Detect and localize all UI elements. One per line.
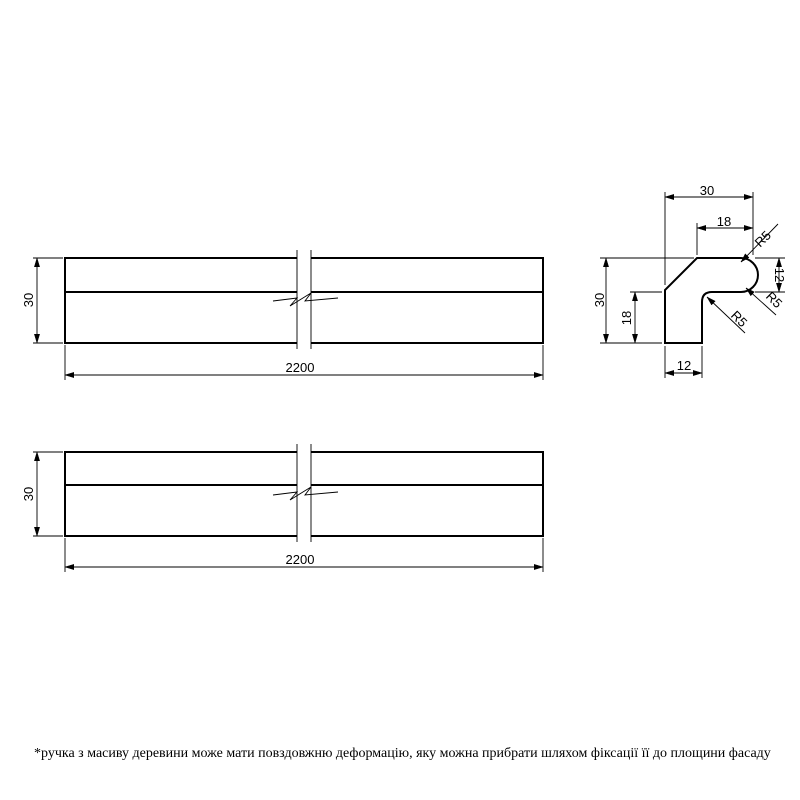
radius-label-top: R5 (751, 227, 774, 250)
profile-tip-height-label: 12 (772, 267, 787, 283)
front-view-2 (21, 444, 543, 572)
profile-width-label: 30 (699, 183, 715, 198)
profile-view (592, 183, 787, 378)
profile-thickness-label: 12 (676, 358, 692, 373)
length-label: 2200 (285, 360, 315, 375)
front-view-1 (21, 250, 543, 380)
height-label: 30 (21, 292, 36, 308)
footnote: *ручка з масиву деревини може мати повздовжню деформацію, яку можна прибрати шляхом фіксації її до площини фасаду (34, 746, 771, 761)
radius-label-right: R5 (763, 288, 786, 311)
profile-inner-width-label: 18 (716, 214, 732, 229)
profile-outline (665, 258, 758, 343)
length-label: 2200 (285, 552, 315, 567)
height-label: 30 (21, 486, 36, 502)
profile-height-label: 30 (592, 292, 607, 308)
profile-inner-height-label: 18 (619, 310, 634, 326)
radius-label-inner: R5 (728, 307, 751, 330)
